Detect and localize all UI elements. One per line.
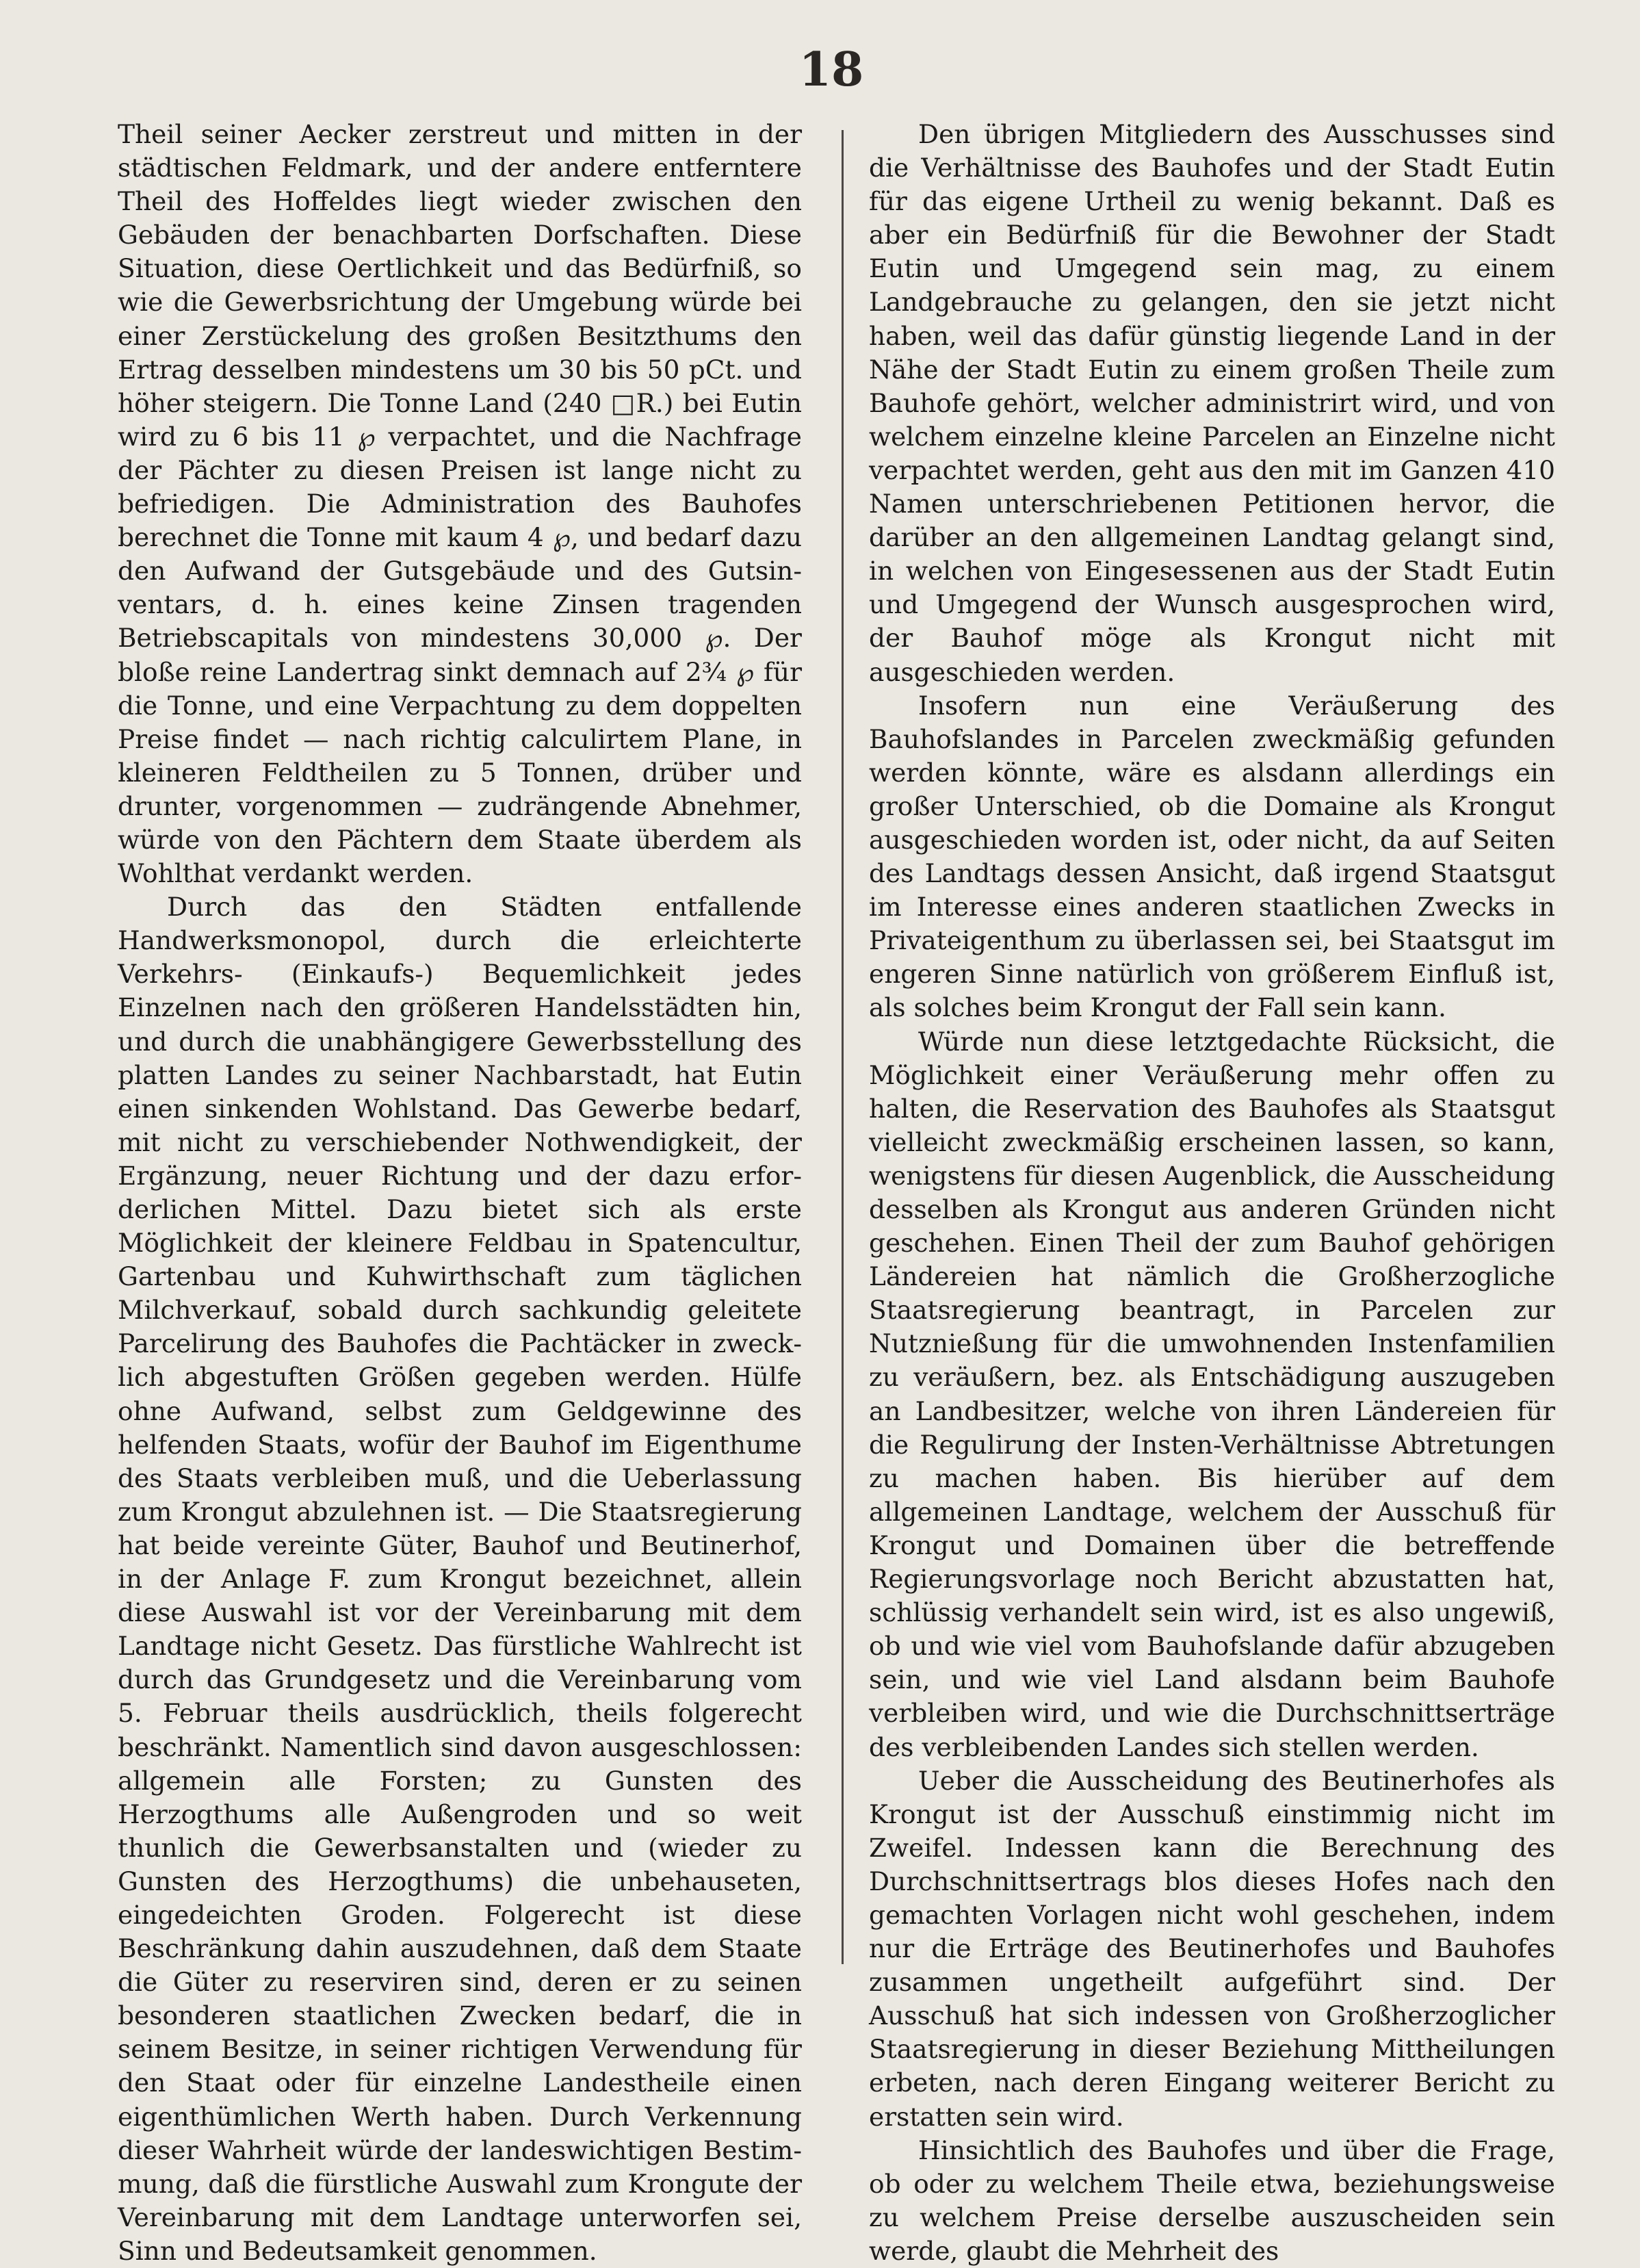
- page-number: 18: [798, 42, 864, 97]
- paragraph: Den übrigen Mitgliedern des Ausschusses sind die Verhältnisse des Bauhofes und der Stadt Eutin für das eigene Urtheil zu wenig bekannt. Daß es aber ein Bedürfniß für die Bewohner der Stadt Eutin und Umgegend sein mag, zu einem Landgebrauche zu gelangen, den sie jetzt nicht haben, weil das dafür günstig liegende Land in der Nähe der Stadt Eutin zu einem großen Theile zum Bauhofe gehört, welcher administrirt wird, und von welchem einzelne kleine Parcelen an Einzelne nicht verpachtet werden, geht aus den mit im Ganzen 410 Namen unterschriebenen Petitionen hervor, die darüber an den allgemeinen Landtag gelangt sind, in welchen von Eingesessenen aus der Stadt Eutin und Umgegend der Wunsch ausgesprochen wird, der Bauhof möge als Krongut nicht mit ausgeschieden werden.: [869, 119, 1555, 687]
- left-column: [118, 118, 802, 2268]
- column-divider: [842, 130, 844, 1964]
- paragraph: Würde nun diese letztgedachte Rücksicht, die Möglichkeit einer Veräußerung mehr offen zu halten, die Reservation des Bauhofes als Staatsgut vielleicht zweckmäßig erscheinen lassen, so kann, wenigstens für diesen Augenblick, die Ausscheidung desselben als Krongut aus anderen Gründen nicht geschehen. Einen Theil der zum Bauhof gehörigen Ländereien hat nämlich die Großherzogliche Staatsregierung beantragt, in Parcelen zur Nutznießung für die umwohnenden Instenfamilien zu veräußern, bez. als Entschädigung auszugeben an Landbesitzer, welche von ihren Ländereien für die Regulirung der Insten-Verhältnisse Abtretungen zu machen haben. Bis hierüber auf dem allgemeinen Landtage, welchem der Ausschuß für Krongut und Domainen über die betreffende Regierungsvorlage noch Bericht abzustatten hat, schlüssig verhandelt sein wird, ist es also ungewiß, ob und wie viel vom Bauhofslande dafür abzugeben sein, und wie viel Land alsdann beim Bauhofe verbleiben wird, und wie die Durchschnittserträge des verbleibenden Landes sich stellen werden.: [869, 1026, 1555, 1762]
- right-column: [869, 118, 1555, 2268]
- paragraph: Theil seiner Aecker zerstreut und mitten in der städtischen Feldmark, und der andere entferntere Theil des Hoffeldes liegt wieder zwischen den Gebäuden der benachbarten Dorfschaften. Diese Situation, diese Oertlichkeit und das Bedürfniß, so wie die Gewerbsrichtung der Umgebung würde bei einer Zerstückelung des großen Besitzthums den Ertrag desselben mindestens um 30 bis 50 pCt. und höher steigern. Die Tonne Land (240 □R.) bei Eutin wird zu 6 bis 11 ℘ verpachtet, und die Nachfrage der Pächter zu diesen Preisen ist lange nicht zu befriedigen. Die Administration des Bauhofes berechnet die Tonne mit kaum 4 ℘, und bedarf dazu den Aufwand der Gutsgebäude und des Gutsinventars, d. h. eines keine Zinsen tragenden Betriebscapitals von mindestens 30,000 ℘. Der bloße reine Landertrag sinkt demnach auf 2³⁄₄ ℘ für die Tonne, und eine Verpachtung zu dem doppelten Preise findet — nach richtig calculirtem Plane, in kleineren Feldtheilen zu 5 Tonnen, drüber und drunter, vorgenommen — zudrängende Abnehmer, würde von den Pächtern dem Staate überdem als Wohlthat verdankt werden.: [118, 119, 802, 889]
- paragraph: Ueber die Ausscheidung des Beutinerhofes als Krongut ist der Ausschuß einstimmig nicht im Zweifel. Indessen kann die Berechnung des Durchschnittsertrags blos dieses Hofes nach den gemachten Vorlagen nicht wohl geschehen, indem nur die Erträge des Beutinerhofes und Bauhofes zusammen ungetheilt aufgeführt sind. Der Ausschuß hat sich indessen von Großherzoglicher Staatsregierung in dieser Beziehung Mittheilungen erbeten, nach deren Eingang weiterer Bericht zu erstatten sein wird.: [869, 1765, 1555, 2132]
- paragraph: Insofern nun eine Veräußerung des Bauhofslandes in Parcelen zweckmäßig gefunden werden könnte, wäre es alsdann allerdings ein großer Unterschied, ob die Domaine als Krongut ausgeschieden worden ist, oder nicht, da auf Seiten des Landtags dessen Ansicht, daß irgend Staatsgut im Interesse eines anderen staatlichen Zwecks in Privateigenthum zu überlassen sei, bei Staatsgut im engeren Sinne natürlich von größerem Einfluß ist, als solches beim Krongut der Fall sein kann.: [869, 690, 1555, 1023]
- paragraph: Hinsichtlich des Bauhofes und über die Frage, ob oder zu welchem Theile etwa, beziehungsweise zu welchem Preise derselbe auszuscheiden sein werde, glaubt die Mehrheit des: [869, 2135, 1555, 2266]
- paragraph: Durch das den Städten entfallende Handwerksmonopol, durch die erleichterte Verkehrs- (Einkaufs-) Bequemlichkeit jedes Einzelnen nach den größeren Handelsstädten hin, und durch die unabhängigere Gewerbsstellung des platten Landes zu seiner Nachbarstadt, hat Eutin einen sinkenden Wohlstand. Das Gewerbe bedarf, mit nicht zu verschiebender Nothwendigkeit, der Ergänzung, neuer Richtung und der dazu erforderlichen Mittel. Dazu bietet sich als erste Möglichkeit der kleinere Feldbau in Spatencultur, Gartenbau und Kuhwirthschaft zum täglichen Milchverkauf, sobald durch sachkundig geleitete Parcelirung des Bauhofes die Pachtäcker in zwecklich abgestuften Größen gegeben werden. Hülfe ohne Aufwand, selbst zum Geldgewinne des helfenden Staats, wofür der Bauhof im Eigenthume des Staats verbleiben muß, und die Ueberlassung zum Krongut abzulehnen ist. — Die Staatsregierung hat beide vereinte Güter, Bauhof und Beutinerhof, in der Anlage F. zum Krongut bezeichnet, allein diese Auswahl ist vor der Vereinbarung mit dem Landtage nicht Gesetz. Das fürstliche Wahlrecht ist durch das Grundgesetz und die Vereinbarung vom 5. Februar theils ausdrücklich, theils folgerecht beschränkt. Namentlich sind davon ausgeschlossen: allgemein alle Forsten; zu Gunsten des Herzogthums alle Außengroden und so weit thunlich die Gewerbsanstalten und (wieder zu Gunsten des Herzogthums) die unbehauseten, eingedeichten Groden. Folgerecht ist diese Beschränkung dahin auszudehnen, daß dem Staate die Güter zu reserviren sind, deren er zu seinen besonderen staatlichen Zwecken bedarf, die in seinem Besitze, in seiner richtigen Verwendung für den Staat oder für einzelne Landestheile einen eigenthümlichen Werth haben. Durch Verkennung dieser Wahrheit würde der landeswichtigen Bestimmung, daß die fürstliche Auswahl zum Krongute der Vereinbarung mit dem Landtage unterworfen sei, Sinn und Bedeutsamkeit genommen.: [118, 892, 802, 2266]
